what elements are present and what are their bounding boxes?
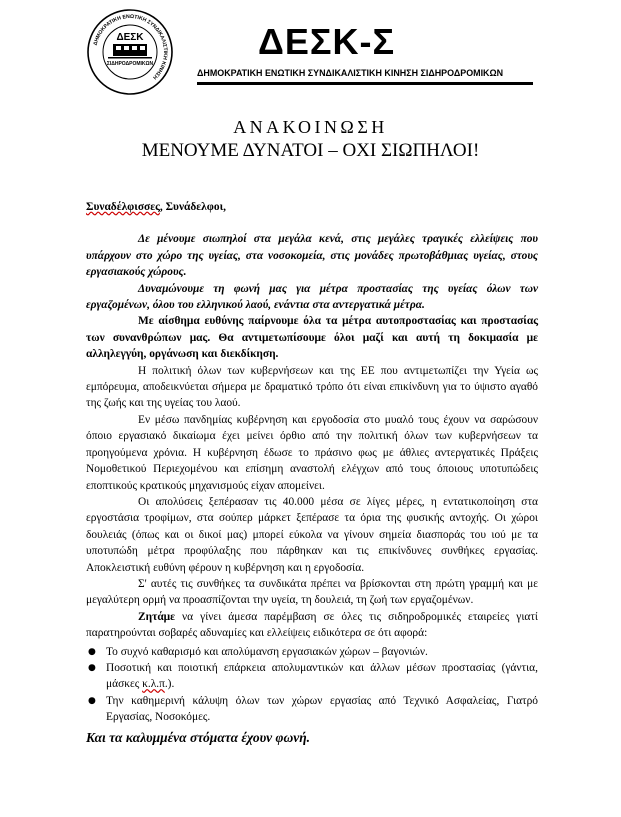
demand-list xyxy=(86,644,538,726)
announcement-body xyxy=(86,199,538,746)
demand-text: να γίνει άμεσα παρέμβαση σε όλες τις σιδηροδρομικές εταιρείες γιατί παρατηρούνται σοβαρές αδυναμίες και ελλείψεις ειδικότερα σε ότι αφορά: xyxy=(86,610,538,640)
document-subtitle: ΜΕΝΟΥΜΕ ΔΥΝΑΤΟΙ – ΟΧΙ ΣΙΩΠΗΛΟΙ! xyxy=(141,140,480,161)
demand-paragraph xyxy=(86,609,538,642)
salutation-word: Συναδέλφισσες xyxy=(86,201,160,213)
paragraph: Με αίσθημα ευθύνης παίρνουμε όλα τα μέτρα αυτοπροστασίας και προστασίας των συνανθρώπων μας. Θα αντιμετωπίσουμε όλοι μαζί και αυτή τη δοκιμασία με αλληλεγγύη, οργάνωση και διεκδίκηση. xyxy=(86,315,538,361)
paragraph: Οι απολύσεις ξεπέρασαν τις 40.000 μέσα σε λίγες μέρες, η εντατικοποίηση στα εργοστάσια τροφίμων, στα σούπερ μάρκετ ξεπέρασε τα όρια της φυσικής αντοχής. Οι χώροι δουλειάς (όπως και οι δικοί μας) μπορεί εύκολα να γίνουν σημεία διασποράς του ιού με τα υποτυπώδη μέτρα προφύλαξης που πάρθηκαν και τις επικίνδυνες συνθήκες εργασίας. Αποκλειστική ευθύνη φέρουν η κυβέρνηση και η εργοδοσία. xyxy=(86,495,538,574)
list-item-text-end: .). xyxy=(164,678,175,691)
letterhead xyxy=(86,8,546,98)
union-logo xyxy=(86,8,174,96)
list-item-abbr: κ.λ.π xyxy=(142,678,165,691)
logo-ring-text: ΔΗΜΟΚΡΑΤΙΚΗ ΕΝΩΤΙΚΗ ΣΥΝΔΙΚΑΛΙΣΤΙΚΗ ΚΙΝΗΣΗ xyxy=(92,13,169,81)
paragraph: Δε μένουμε σιωπηλοί στα μεγάλα κενά, στις μεγάλες τραγικές ελλείψεις που υπάρχουν στο χώρο της υγείας, στα νοσοκομεία, στις μονάδες πρωτοβάθμιας υγείας, στους εργασιακούς χώρους. xyxy=(86,233,538,279)
demand-keyword: Ζητάμε xyxy=(138,610,175,623)
org-abbreviation: ΔΕΣΚ-Σ xyxy=(258,21,396,62)
salutation xyxy=(86,199,538,215)
list-item-text: Την καθημερινή κάλυψη όλων των χώρων εργασίας από Τεχνικό Ασφαλείας, Γιατρό Εργασίας, Νοσοκόμες. xyxy=(106,694,538,724)
paragraph: Σ' αυτές τις συνθήκες τα συνδικάτα πρέπει να βρίσκονται στη πρώτη γραμμή και με μεγαλύτερη ορμή να προασπίζονται την υγεία, τη δουλειά, τη ζωή των εργαζομένων. xyxy=(86,577,538,607)
bullet-icon: ● xyxy=(88,662,96,673)
list-item xyxy=(88,693,538,726)
list-item-text: Ποσοτική και ποιοτική επάρκεια απολυμαντικών και άλλων μέσων προστασίας (γάντια, μάσκες xyxy=(106,661,538,691)
list-item xyxy=(88,644,538,660)
paragraph: Η πολιτική όλων των κυβερνήσεων και της ΕΕ που αντιμετωπίζει την Υγεία ως εμπόρευμα, αποδεικνύεται σήμερα με δραματικό τρόπο ότι είναι επικίνδυνη για το ύψιστο αγαθό της ζωής και της υγείας του λαού. xyxy=(86,364,538,410)
closing-line: Και τα καλυμμένα στόματα έχουν φωνή. xyxy=(86,729,310,745)
document-title: ΑΝΑΚΟΙΝΩΣΗ xyxy=(233,117,388,137)
paragraph: Δυναμώνουμε τη φωνή μας για μέτρα προστασίας της υγείας όλων των εργαζομένων, όλου του ελληνικού λαού, ενάντια στα αντεργατικά μέτρα. xyxy=(86,282,538,312)
list-item-text: Το συχνό καθαρισμό και απολύμανση εργασιακών χώρων – βαγονιών. xyxy=(106,645,428,658)
header-rule xyxy=(197,82,533,85)
list-item xyxy=(88,660,538,693)
train-seal-logo-icon xyxy=(86,8,174,96)
bullet-icon: ● xyxy=(88,695,96,706)
logo-sub: ΣΙΔΗΡΟΔΡΟΜΙΚΩΝ xyxy=(106,61,154,67)
bullet-icon: ● xyxy=(88,646,96,657)
org-full-name: ΔΗΜΟΚΡΑΤΙΚΗ ΕΝΩΤΙΚΗ ΣΥΝΔΙΚΑΛΙΣΤΙΚΗ ΚΙΝΗΣΗ ΣΙΔΗΡΟΔΡΟΜΙΚΩΝ xyxy=(197,68,504,79)
logo-abbr: ΔΕΣΚ xyxy=(116,32,144,43)
salutation-rest: , Συνάδελφοι, xyxy=(159,201,226,213)
paragraph: Εν μέσω πανδημίας κυβέρνηση και εργοδοσία στο μυαλό τους έχουν να σαρώσουν όποιο εργασιακό δικαίωμα έχει μείνει όρθιο από την πολιτική όλων των κυβερνήσεων τα προηγούμενα χρόνια. Η κυβέρνηση έδωσε το πράσινο φως με άθλιες αντεργατικές Πράξεις Νομοθετικού Περιεχομένου και επίσημη αναστολή ελέγχων από τους όποιους υποτυπώδεις εποπτικούς κρατικούς μηχανισμούς είχαν απομείνει. xyxy=(86,413,538,492)
